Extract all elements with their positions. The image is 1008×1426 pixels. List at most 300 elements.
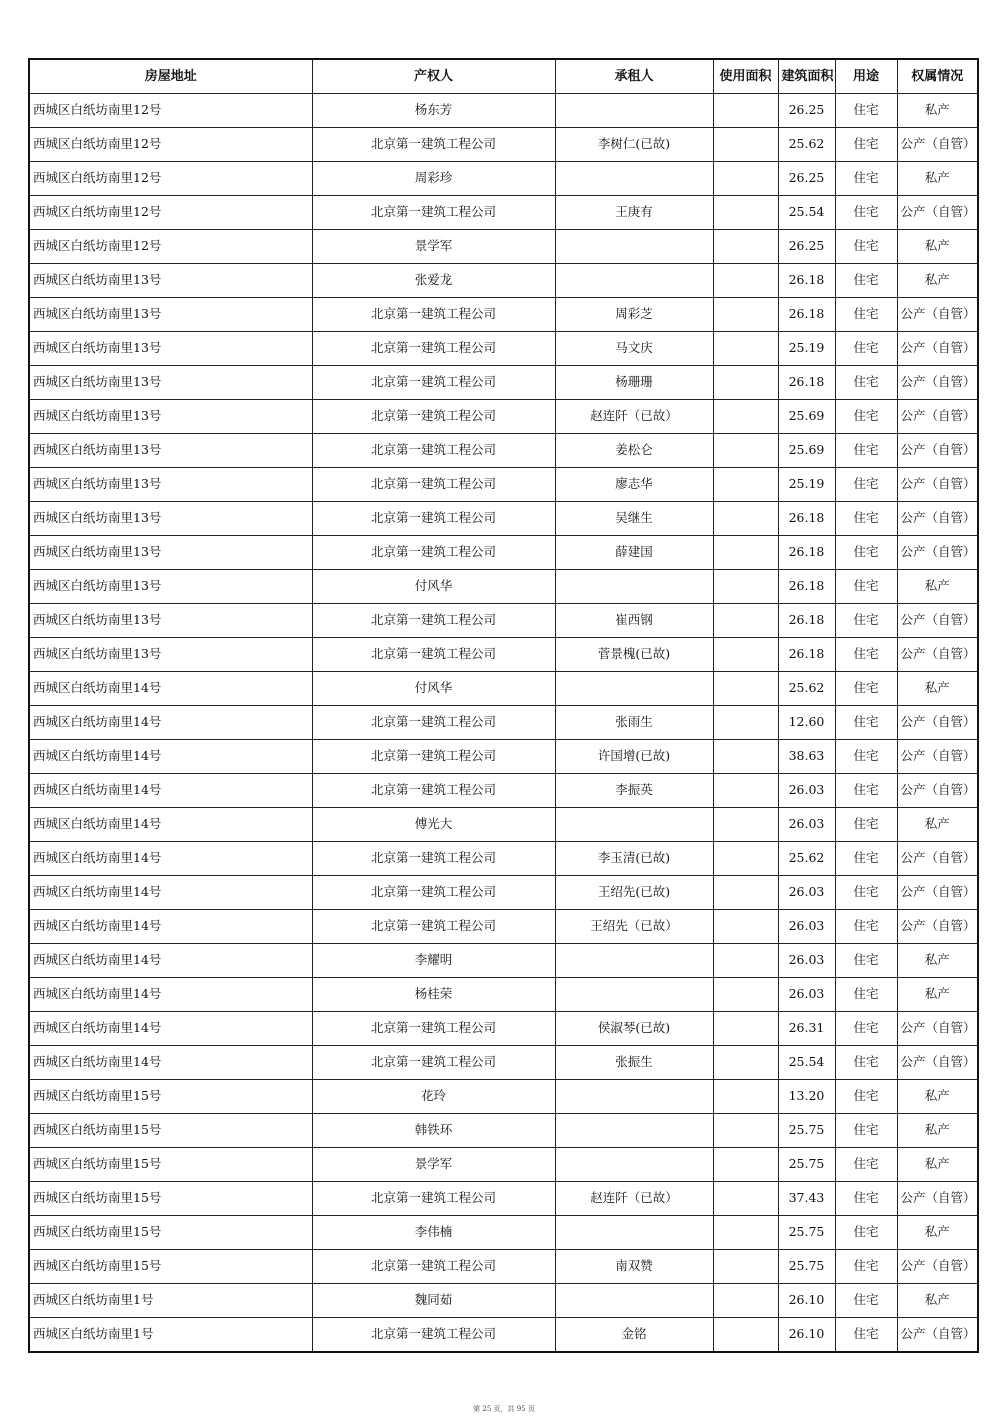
table-row xyxy=(29,94,978,128)
cell-owner: 北京第一建筑工程公司 xyxy=(312,434,555,468)
cell-usable-area xyxy=(713,638,778,672)
cell-ownership: 私产 xyxy=(897,230,978,264)
cell-usage: 住宅 xyxy=(835,1114,897,1148)
cell-tenant: 马文庆 xyxy=(555,332,713,366)
cell-ownership: 私产 xyxy=(897,264,978,298)
cell-tenant xyxy=(555,1284,713,1318)
cell-tenant: 王绍先（已故） xyxy=(555,910,713,944)
cell-address: 西城区白纸坊南里13号 xyxy=(29,570,312,604)
cell-building-area: 26.31 xyxy=(778,1012,835,1046)
property-table xyxy=(28,58,979,1353)
cell-owner: 北京第一建筑工程公司 xyxy=(312,1182,555,1216)
cell-building-area: 26.03 xyxy=(778,978,835,1012)
cell-usage: 住宅 xyxy=(835,1046,897,1080)
cell-building-area: 37.43 xyxy=(778,1182,835,1216)
cell-usable-area xyxy=(713,570,778,604)
cell-usable-area xyxy=(713,1250,778,1284)
cell-tenant: 崔西钢 xyxy=(555,604,713,638)
cell-tenant: 南双赞 xyxy=(555,1250,713,1284)
cell-address: 西城区白纸坊南里14号 xyxy=(29,1012,312,1046)
cell-owner: 杨东芳 xyxy=(312,94,555,128)
cell-address: 西城区白纸坊南里15号 xyxy=(29,1114,312,1148)
cell-tenant xyxy=(555,162,713,196)
table-row xyxy=(29,842,978,876)
cell-building-area: 26.10 xyxy=(778,1318,835,1353)
cell-address: 西城区白纸坊南里15号 xyxy=(29,1148,312,1182)
cell-usage: 住宅 xyxy=(835,332,897,366)
cell-tenant: 廖志华 xyxy=(555,468,713,502)
cell-owner: 北京第一建筑工程公司 xyxy=(312,1046,555,1080)
cell-tenant: 侯淑琴(已故) xyxy=(555,1012,713,1046)
cell-usable-area xyxy=(713,1080,778,1114)
cell-usable-area xyxy=(713,1182,778,1216)
table-row xyxy=(29,944,978,978)
cell-address: 西城区白纸坊南里13号 xyxy=(29,366,312,400)
cell-tenant: 薛建国 xyxy=(555,536,713,570)
cell-ownership: 公产（自管） xyxy=(897,536,978,570)
cell-usable-area xyxy=(713,978,778,1012)
cell-usage: 住宅 xyxy=(835,162,897,196)
cell-building-area: 26.25 xyxy=(778,230,835,264)
cell-tenant: 金铭 xyxy=(555,1318,713,1353)
table-row xyxy=(29,468,978,502)
cell-tenant: 王庚有 xyxy=(555,196,713,230)
cell-address: 西城区白纸坊南里14号 xyxy=(29,740,312,774)
cell-building-area: 25.19 xyxy=(778,468,835,502)
cell-usable-area xyxy=(713,876,778,910)
cell-ownership: 私产 xyxy=(897,1284,978,1318)
cell-ownership: 公产（自管） xyxy=(897,740,978,774)
cell-owner: 韩铁环 xyxy=(312,1114,555,1148)
cell-building-area: 25.19 xyxy=(778,332,835,366)
table-row xyxy=(29,502,978,536)
cell-ownership: 公产（自管） xyxy=(897,468,978,502)
cell-address: 西城区白纸坊南里12号 xyxy=(29,94,312,128)
cell-usage: 住宅 xyxy=(835,468,897,502)
cell-usable-area xyxy=(713,196,778,230)
cell-usable-area xyxy=(713,706,778,740)
table-row xyxy=(29,196,978,230)
header-building-area: 建筑面积 xyxy=(778,59,835,94)
cell-ownership: 公产（自管） xyxy=(897,332,978,366)
cell-building-area: 25.54 xyxy=(778,1046,835,1080)
cell-usable-area xyxy=(713,366,778,400)
table-row xyxy=(29,570,978,604)
cell-tenant: 吴继生 xyxy=(555,502,713,536)
cell-address: 西城区白纸坊南里1号 xyxy=(29,1284,312,1318)
cell-tenant xyxy=(555,1148,713,1182)
cell-address: 西城区白纸坊南里15号 xyxy=(29,1182,312,1216)
cell-usage: 住宅 xyxy=(835,230,897,264)
cell-building-area: 25.62 xyxy=(778,842,835,876)
cell-usage: 住宅 xyxy=(835,706,897,740)
cell-ownership: 公产（自管） xyxy=(897,196,978,230)
cell-usage: 住宅 xyxy=(835,1284,897,1318)
cell-usable-area xyxy=(713,128,778,162)
cell-usable-area xyxy=(713,94,778,128)
cell-ownership: 私产 xyxy=(897,1216,978,1250)
cell-owner: 李耀明 xyxy=(312,944,555,978)
cell-owner: 杨桂荣 xyxy=(312,978,555,1012)
cell-tenant: 张雨生 xyxy=(555,706,713,740)
cell-ownership: 公产（自管） xyxy=(897,1046,978,1080)
cell-owner: 张爱龙 xyxy=(312,264,555,298)
cell-usage: 住宅 xyxy=(835,434,897,468)
cell-usage: 住宅 xyxy=(835,672,897,706)
cell-usable-area xyxy=(713,672,778,706)
cell-usable-area xyxy=(713,604,778,638)
cell-tenant xyxy=(555,808,713,842)
cell-building-area: 25.54 xyxy=(778,196,835,230)
cell-usable-area xyxy=(713,1114,778,1148)
header-usage: 用途 xyxy=(835,59,897,94)
cell-usage: 住宅 xyxy=(835,128,897,162)
cell-building-area: 26.18 xyxy=(778,298,835,332)
cell-building-area: 26.18 xyxy=(778,570,835,604)
header-address: 房屋地址 xyxy=(29,59,312,94)
cell-owner: 北京第一建筑工程公司 xyxy=(312,128,555,162)
table-row xyxy=(29,400,978,434)
cell-building-area: 26.03 xyxy=(778,876,835,910)
cell-usage: 住宅 xyxy=(835,1318,897,1353)
table-row xyxy=(29,298,978,332)
cell-usage: 住宅 xyxy=(835,1250,897,1284)
cell-usable-area xyxy=(713,332,778,366)
cell-owner: 北京第一建筑工程公司 xyxy=(312,910,555,944)
table-row xyxy=(29,876,978,910)
cell-building-area: 26.18 xyxy=(778,502,835,536)
table-row xyxy=(29,774,978,808)
cell-usable-area xyxy=(713,774,778,808)
header-owner: 产权人 xyxy=(312,59,555,94)
cell-tenant: 王绍先(已故) xyxy=(555,876,713,910)
cell-usable-area xyxy=(713,1046,778,1080)
cell-owner: 魏同茹 xyxy=(312,1284,555,1318)
table-row xyxy=(29,1080,978,1114)
cell-usage: 住宅 xyxy=(835,298,897,332)
table-row xyxy=(29,1046,978,1080)
cell-usage: 住宅 xyxy=(835,910,897,944)
cell-building-area: 25.62 xyxy=(778,128,835,162)
cell-tenant xyxy=(555,1080,713,1114)
table-row xyxy=(29,162,978,196)
cell-tenant xyxy=(555,1114,713,1148)
table-row xyxy=(29,672,978,706)
cell-tenant xyxy=(555,1216,713,1250)
cell-building-area: 26.18 xyxy=(778,536,835,570)
table-row xyxy=(29,1148,978,1182)
cell-tenant: 李玉清(已故) xyxy=(555,842,713,876)
cell-usage: 住宅 xyxy=(835,1012,897,1046)
cell-tenant: 张振生 xyxy=(555,1046,713,1080)
cell-owner: 付风华 xyxy=(312,570,555,604)
cell-ownership: 私产 xyxy=(897,94,978,128)
cell-ownership: 公产（自管） xyxy=(897,910,978,944)
table-row xyxy=(29,128,978,162)
cell-owner: 景学军 xyxy=(312,1148,555,1182)
cell-usable-area xyxy=(713,434,778,468)
cell-owner: 北京第一建筑工程公司 xyxy=(312,468,555,502)
cell-building-area: 25.69 xyxy=(778,434,835,468)
cell-building-area: 26.18 xyxy=(778,366,835,400)
cell-address: 西城区白纸坊南里14号 xyxy=(29,672,312,706)
cell-owner: 北京第一建筑工程公司 xyxy=(312,298,555,332)
cell-address: 西城区白纸坊南里14号 xyxy=(29,876,312,910)
table-row xyxy=(29,1182,978,1216)
cell-tenant xyxy=(555,672,713,706)
cell-owner: 花玲 xyxy=(312,1080,555,1114)
cell-building-area: 25.75 xyxy=(778,1114,835,1148)
cell-ownership: 公产（自管） xyxy=(897,1250,978,1284)
cell-owner: 北京第一建筑工程公司 xyxy=(312,604,555,638)
cell-address: 西城区白纸坊南里12号 xyxy=(29,230,312,264)
cell-owner: 北京第一建筑工程公司 xyxy=(312,876,555,910)
cell-building-area: 26.25 xyxy=(778,162,835,196)
cell-owner: 北京第一建筑工程公司 xyxy=(312,740,555,774)
table-row xyxy=(29,1318,978,1353)
table-row xyxy=(29,706,978,740)
table-row xyxy=(29,604,978,638)
cell-tenant xyxy=(555,94,713,128)
cell-usable-area xyxy=(713,264,778,298)
cell-ownership: 公产（自管） xyxy=(897,502,978,536)
cell-owner: 北京第一建筑工程公司 xyxy=(312,332,555,366)
cell-ownership: 公产（自管） xyxy=(897,774,978,808)
cell-ownership: 私产 xyxy=(897,1148,978,1182)
cell-owner: 付风华 xyxy=(312,672,555,706)
table-row xyxy=(29,536,978,570)
cell-building-area: 26.18 xyxy=(778,638,835,672)
cell-ownership: 公产（自管） xyxy=(897,1012,978,1046)
cell-usage: 住宅 xyxy=(835,400,897,434)
cell-ownership: 私产 xyxy=(897,1080,978,1114)
cell-building-area: 26.18 xyxy=(778,604,835,638)
cell-ownership: 私产 xyxy=(897,672,978,706)
cell-building-area: 26.03 xyxy=(778,774,835,808)
cell-usable-area xyxy=(713,1318,778,1353)
cell-address: 西城区白纸坊南里14号 xyxy=(29,978,312,1012)
cell-usage: 住宅 xyxy=(835,638,897,672)
table-row xyxy=(29,1216,978,1250)
table-row xyxy=(29,808,978,842)
table-row xyxy=(29,1250,978,1284)
cell-address: 西城区白纸坊南里13号 xyxy=(29,332,312,366)
cell-usage: 住宅 xyxy=(835,842,897,876)
cell-tenant xyxy=(555,978,713,1012)
cell-tenant: 赵连阡（已故） xyxy=(555,1182,713,1216)
cell-usable-area xyxy=(713,298,778,332)
cell-owner: 北京第一建筑工程公司 xyxy=(312,1318,555,1353)
table-row xyxy=(29,978,978,1012)
cell-address: 西城区白纸坊南里13号 xyxy=(29,400,312,434)
cell-usage: 住宅 xyxy=(835,196,897,230)
cell-address: 西城区白纸坊南里14号 xyxy=(29,706,312,740)
cell-ownership: 私产 xyxy=(897,162,978,196)
table-row xyxy=(29,366,978,400)
cell-usable-area xyxy=(713,400,778,434)
cell-ownership: 私产 xyxy=(897,944,978,978)
cell-ownership: 公产（自管） xyxy=(897,1182,978,1216)
cell-ownership: 公产（自管） xyxy=(897,876,978,910)
cell-ownership: 私产 xyxy=(897,570,978,604)
cell-ownership: 公产（自管） xyxy=(897,298,978,332)
cell-building-area: 26.10 xyxy=(778,1284,835,1318)
cell-tenant: 周彩芝 xyxy=(555,298,713,332)
table-row xyxy=(29,740,978,774)
cell-owner: 北京第一建筑工程公司 xyxy=(312,196,555,230)
cell-address: 西城区白纸坊南里15号 xyxy=(29,1216,312,1250)
cell-usage: 住宅 xyxy=(835,740,897,774)
cell-usage: 住宅 xyxy=(835,94,897,128)
cell-usage: 住宅 xyxy=(835,1216,897,1250)
table-row xyxy=(29,1012,978,1046)
cell-address: 西城区白纸坊南里13号 xyxy=(29,434,312,468)
cell-usage: 住宅 xyxy=(835,604,897,638)
cell-usable-area xyxy=(713,468,778,502)
cell-usage: 住宅 xyxy=(835,774,897,808)
cell-address: 西城区白纸坊南里15号 xyxy=(29,1080,312,1114)
cell-usable-area xyxy=(713,944,778,978)
cell-tenant xyxy=(555,570,713,604)
cell-usage: 住宅 xyxy=(835,570,897,604)
cell-building-area: 25.75 xyxy=(778,1250,835,1284)
cell-address: 西城区白纸坊南里13号 xyxy=(29,264,312,298)
cell-tenant: 杨珊珊 xyxy=(555,366,713,400)
cell-usable-area xyxy=(713,1284,778,1318)
cell-owner: 北京第一建筑工程公司 xyxy=(312,502,555,536)
cell-owner: 傅光大 xyxy=(312,808,555,842)
cell-ownership: 公产（自管） xyxy=(897,366,978,400)
cell-building-area: 26.18 xyxy=(778,264,835,298)
cell-address: 西城区白纸坊南里14号 xyxy=(29,910,312,944)
cell-owner: 北京第一建筑工程公司 xyxy=(312,842,555,876)
cell-tenant: 许国增(已故) xyxy=(555,740,713,774)
cell-usage: 住宅 xyxy=(835,1148,897,1182)
cell-address: 西城区白纸坊南里12号 xyxy=(29,128,312,162)
cell-building-area: 25.62 xyxy=(778,672,835,706)
cell-usage: 住宅 xyxy=(835,264,897,298)
cell-ownership: 公产（自管） xyxy=(897,706,978,740)
cell-usable-area xyxy=(713,910,778,944)
cell-usable-area xyxy=(713,230,778,264)
cell-address: 西城区白纸坊南里13号 xyxy=(29,502,312,536)
page-footer: 第 25 页，共 95 页 xyxy=(473,1405,535,1413)
cell-usage: 住宅 xyxy=(835,1182,897,1216)
table-header-row xyxy=(29,59,978,94)
cell-ownership: 公产（自管） xyxy=(897,128,978,162)
cell-address: 西城区白纸坊南里13号 xyxy=(29,468,312,502)
cell-owner: 北京第一建筑工程公司 xyxy=(312,638,555,672)
cell-tenant: 菅景槐(已故) xyxy=(555,638,713,672)
cell-owner: 北京第一建筑工程公司 xyxy=(312,1250,555,1284)
cell-tenant xyxy=(555,944,713,978)
cell-owner: 北京第一建筑工程公司 xyxy=(312,774,555,808)
cell-usage: 住宅 xyxy=(835,1080,897,1114)
cell-address: 西城区白纸坊南里14号 xyxy=(29,1046,312,1080)
cell-usage: 住宅 xyxy=(835,944,897,978)
cell-tenant: 赵连阡（已故） xyxy=(555,400,713,434)
cell-building-area: 25.75 xyxy=(778,1148,835,1182)
cell-owner: 周彩珍 xyxy=(312,162,555,196)
cell-address: 西城区白纸坊南里13号 xyxy=(29,536,312,570)
table-row xyxy=(29,264,978,298)
cell-usable-area xyxy=(713,162,778,196)
cell-tenant: 李振英 xyxy=(555,774,713,808)
cell-address: 西城区白纸坊南里1号 xyxy=(29,1318,312,1353)
cell-address: 西城区白纸坊南里13号 xyxy=(29,638,312,672)
cell-ownership: 公产（自管） xyxy=(897,638,978,672)
cell-usable-area xyxy=(713,842,778,876)
cell-usable-area xyxy=(713,740,778,774)
cell-ownership: 公产（自管） xyxy=(897,604,978,638)
cell-building-area: 25.75 xyxy=(778,1216,835,1250)
cell-ownership: 私产 xyxy=(897,978,978,1012)
cell-owner: 北京第一建筑工程公司 xyxy=(312,400,555,434)
cell-building-area: 26.25 xyxy=(778,94,835,128)
cell-address: 西城区白纸坊南里14号 xyxy=(29,842,312,876)
table-row xyxy=(29,910,978,944)
cell-building-area: 26.03 xyxy=(778,944,835,978)
cell-usage: 住宅 xyxy=(835,808,897,842)
cell-usage: 住宅 xyxy=(835,502,897,536)
table-row xyxy=(29,434,978,468)
header-tenant: 承租人 xyxy=(555,59,713,94)
cell-usable-area xyxy=(713,1216,778,1250)
cell-usable-area xyxy=(713,536,778,570)
cell-owner: 北京第一建筑工程公司 xyxy=(312,706,555,740)
cell-address: 西城区白纸坊南里14号 xyxy=(29,944,312,978)
table-body xyxy=(29,94,978,1353)
table-row xyxy=(29,230,978,264)
cell-building-area: 25.69 xyxy=(778,400,835,434)
cell-usage: 住宅 xyxy=(835,978,897,1012)
cell-building-area: 13.20 xyxy=(778,1080,835,1114)
cell-address: 西城区白纸坊南里14号 xyxy=(29,774,312,808)
cell-owner: 北京第一建筑工程公司 xyxy=(312,536,555,570)
cell-ownership: 私产 xyxy=(897,808,978,842)
cell-address: 西城区白纸坊南里12号 xyxy=(29,196,312,230)
cell-usable-area xyxy=(713,1148,778,1182)
cell-tenant xyxy=(555,230,713,264)
cell-usable-area xyxy=(713,1012,778,1046)
cell-owner: 景学军 xyxy=(312,230,555,264)
cell-ownership: 公产（自管） xyxy=(897,434,978,468)
cell-address: 西城区白纸坊南里14号 xyxy=(29,808,312,842)
cell-ownership: 公产（自管） xyxy=(897,400,978,434)
cell-usage: 住宅 xyxy=(835,366,897,400)
cell-building-area: 26.03 xyxy=(778,910,835,944)
cell-building-area: 26.03 xyxy=(778,808,835,842)
cell-ownership: 公产（自管） xyxy=(897,842,978,876)
cell-usable-area xyxy=(713,502,778,536)
table-row xyxy=(29,1114,978,1148)
cell-building-area: 12.60 xyxy=(778,706,835,740)
cell-owner: 李伟楠 xyxy=(312,1216,555,1250)
cell-address: 西城区白纸坊南里12号 xyxy=(29,162,312,196)
table-row xyxy=(29,638,978,672)
cell-ownership: 公产（自管） xyxy=(897,1318,978,1353)
table-row xyxy=(29,1284,978,1318)
header-usable-area: 使用面积 xyxy=(713,59,778,94)
cell-address: 西城区白纸坊南里15号 xyxy=(29,1250,312,1284)
cell-tenant xyxy=(555,264,713,298)
cell-building-area: 38.63 xyxy=(778,740,835,774)
cell-usage: 住宅 xyxy=(835,536,897,570)
cell-owner: 北京第一建筑工程公司 xyxy=(312,1012,555,1046)
cell-usable-area xyxy=(713,808,778,842)
cell-address: 西城区白纸坊南里13号 xyxy=(29,604,312,638)
cell-tenant: 姜松仑 xyxy=(555,434,713,468)
